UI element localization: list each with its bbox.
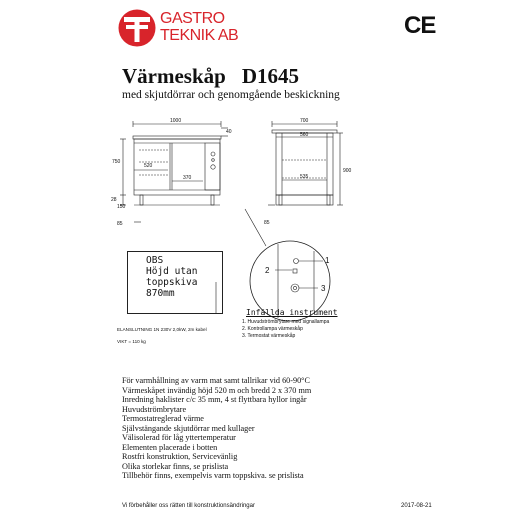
feature-item: För varmhållning av varm mat samt tallrikar vid 60-90°C	[122, 376, 310, 385]
feature-item: Rostfri konstruktion, Servicevänlig	[122, 452, 238, 461]
front-leg-right	[211, 195, 214, 205]
ce-mark: CE	[404, 12, 436, 39]
front-leg-left	[140, 195, 143, 205]
dim-shelf-depth: 535	[300, 174, 309, 180]
feature-item: Olika storlekar finns, se prislista	[122, 461, 229, 471]
logo-text-line2: TEKNIK AB	[160, 27, 239, 44]
dim-inner-width: 520	[144, 163, 153, 169]
feature-item: Välisolerad för låg yttertemperatur	[122, 433, 236, 442]
feature-item: Inredning haklister c/c 35 mm, 4 st flyttbara hyllor ingår	[122, 395, 307, 404]
electrical-spec: ELANSLUTNING 1N 230V 2,0kW, 2m kabel	[117, 327, 207, 332]
dim-leg-side: 85	[117, 221, 123, 227]
callout-2: 2	[265, 266, 270, 275]
dim-depth: 700	[300, 118, 309, 124]
callout-3: 3	[321, 284, 326, 293]
front-thermostat-icon	[211, 165, 215, 169]
instruments-title: Infällda instrument	[246, 308, 338, 317]
detail-thermostat-icon	[291, 284, 299, 292]
front-lamp-icon	[212, 159, 215, 162]
instrument-item: 3. Termostat värmeskåp	[242, 333, 296, 339]
footer-disclaimer: Vi förbehåller oss rätten till konstruktionsändringar	[122, 503, 255, 509]
instrument-item: 1. Huvudströmbrytare med signallampa	[242, 319, 330, 325]
front-control-panel	[205, 143, 220, 190]
feature-item: Termostatreglerad värme	[122, 414, 204, 423]
callout-1: 1	[325, 256, 330, 265]
footer-date: 2017-08-21	[401, 503, 432, 509]
instruments-list	[242, 319, 329, 340]
dim-leg-height: 150	[117, 204, 126, 210]
product-name: Värmeskåp	[122, 64, 226, 88]
dim-inner-depth: 560	[300, 132, 309, 138]
dim-door-width: 370	[183, 175, 192, 181]
side-base	[276, 195, 333, 205]
feature-list	[122, 376, 311, 481]
obs-note	[146, 255, 197, 299]
front-switch-icon	[211, 152, 215, 156]
product-subtitle: med skjutdörrar och genomgående beskickning	[122, 89, 340, 101]
obs-line4: 870mm	[146, 288, 175, 299]
feature-item: Huvudströmbrytare	[122, 404, 187, 414]
feature-item: Självstängande skjutdörrar med kullager	[122, 423, 255, 433]
product-model: D1645	[241, 64, 300, 88]
dim-total-height: 900	[343, 168, 352, 174]
dim-top-offset: 40	[226, 129, 232, 135]
obs-line3: toppskiva	[146, 277, 198, 288]
feature-item: Tillbehör finns, exempelvis varm toppskiva. se prislista	[122, 471, 304, 480]
feature-item: Elementen placerade i botten	[122, 442, 218, 452]
dim-leg-mark: 28	[111, 197, 117, 203]
weight-spec: VIKT = 110 kg	[117, 339, 146, 344]
instrument-item: 2. Kontrollampa värmeskåp	[242, 326, 303, 332]
detail-switch-icon	[294, 259, 299, 264]
logo-text-line1: GASTRO	[160, 10, 225, 27]
front-top-plate	[133, 136, 221, 139]
dim-height: 750	[112, 159, 121, 165]
dim-front-width: 1000	[170, 118, 182, 124]
detail-lamp-icon	[293, 269, 297, 273]
feature-item: Värmeskåpet invändig höjd 520 m och bredd 2 x 370 mm	[122, 385, 312, 395]
obs-line1: OBS	[146, 255, 164, 266]
side-cabinet-body	[276, 133, 333, 195]
dim-side-leg: 85	[264, 220, 270, 226]
obs-line2: Höjd utan	[146, 266, 198, 277]
